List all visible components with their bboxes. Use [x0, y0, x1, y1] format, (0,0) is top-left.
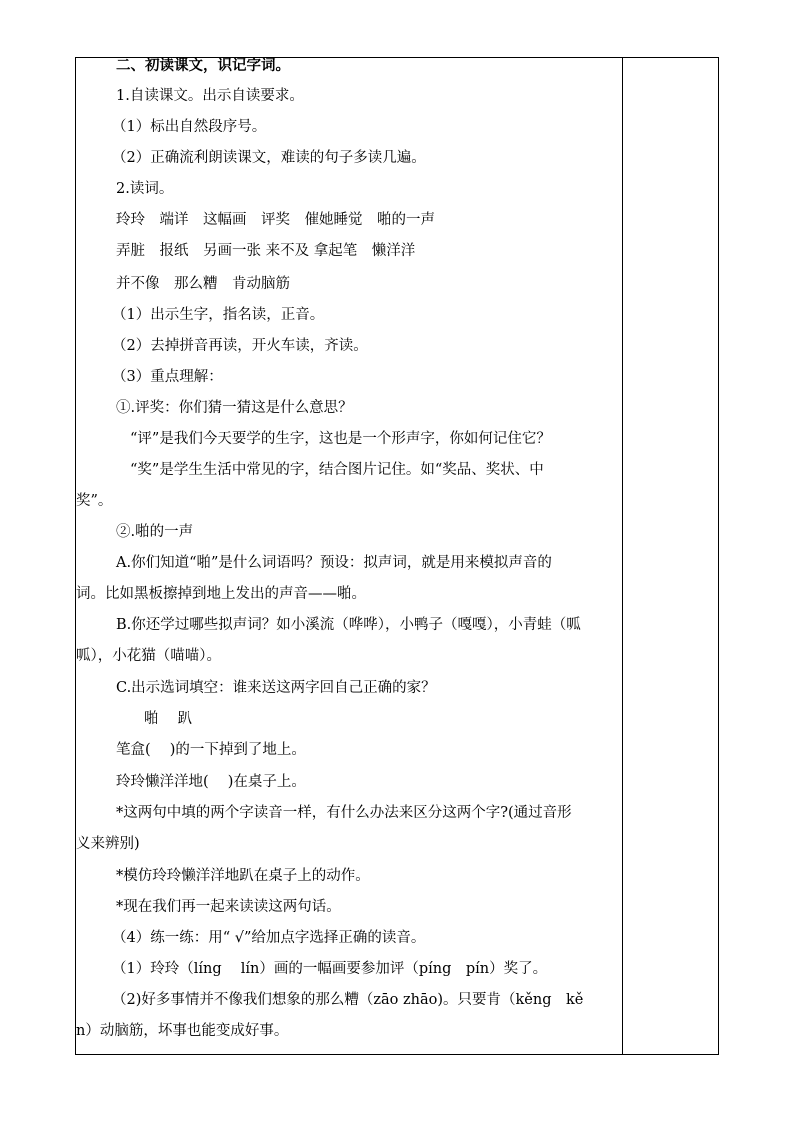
text-line: B.你还学过哪些拟声词？如小溪流（哗哗），小鸭子（嘎嘎），小青蛙（呱	[116, 617, 581, 633]
text-line: 笔盒( )的一下掉到了地上。	[116, 742, 306, 758]
text-line: 并不像 那么糟 肯动脑筋	[116, 276, 290, 292]
text-line: 词。比如黑板擦掉到地上发出的声音——啪。	[76, 586, 366, 602]
text-line: （1）标出自然段序号。	[112, 119, 267, 135]
text-line: “评”是我们今天要学的生字，这也是一个形声字，你如何记住它？	[130, 431, 551, 447]
text-line: 弄脏 报纸 另画一张 来不及 拿起笔 懒洋洋	[116, 243, 416, 259]
text-line: （2)好多事情并不像我们想象的那么糟（zāo zhāo)。只要肯（kěng kě	[112, 992, 584, 1008]
text-line: 二、初读课文，识记字词。	[116, 57, 290, 74]
text-line: *这两句中填的两个字读音一样，有什么办法来区分这两个字?(通过音形	[116, 805, 572, 821]
text-line: （2）正确流利朗读课文，难读的句子多读几遍。	[112, 150, 426, 166]
text-line: 1.自读课文。出示自读要求。	[116, 88, 304, 104]
text-line: ②.啪的一声	[116, 524, 194, 540]
text-line: “奖”是学生生活中常见的字，结合图片记住。如“奖品、奖状、中	[130, 462, 544, 478]
text-line: （4）练一练：用“ √”给加点字选择正确的读音。	[112, 930, 426, 946]
text-line: C.出示选词填空：谁来送这两字回自己正确的家？	[116, 680, 436, 696]
text-line: ①.评奖：你们猜一猜这是什么意思？	[116, 400, 353, 416]
text-line: *模仿玲玲懒洋洋地趴在桌子上的动作。	[116, 868, 370, 884]
text-line: （2）去掉拼音再读，开火车读，齐读。	[112, 338, 368, 354]
text-line: 呱），小花猫（喵喵）。	[76, 648, 221, 664]
text-line: 奖”。	[76, 493, 113, 509]
text-line: A.你们知道“啪”是什么词语吗？预设：拟声词，就是用来模拟声音的	[116, 555, 552, 571]
text-line: 啪 趴	[144, 711, 193, 727]
text-line: 玲玲 端详 这幅画 评奖 催她睡觉 啪的一声	[116, 212, 435, 228]
column-divider	[622, 58, 623, 1054]
text-line: *现在我们再一起来读读这两句话。	[116, 899, 341, 915]
text-line: （1）玲玲（líng lín）画的一幅画要参加评（píng pín）奖了。	[112, 961, 548, 977]
text-line: （1）出示生字，指名读，正音。	[112, 307, 325, 323]
text-line: （3）重点理解：	[112, 369, 223, 385]
lesson-table	[75, 57, 719, 1055]
text-line: 玲玲懒洋洋地( )在桌子上。	[116, 774, 306, 790]
text-line: 义来辨别)	[76, 836, 140, 852]
text-line: 2.读词。	[116, 181, 174, 197]
text-line: n）动脑筋，坏事也能变成好事。	[76, 1023, 289, 1039]
